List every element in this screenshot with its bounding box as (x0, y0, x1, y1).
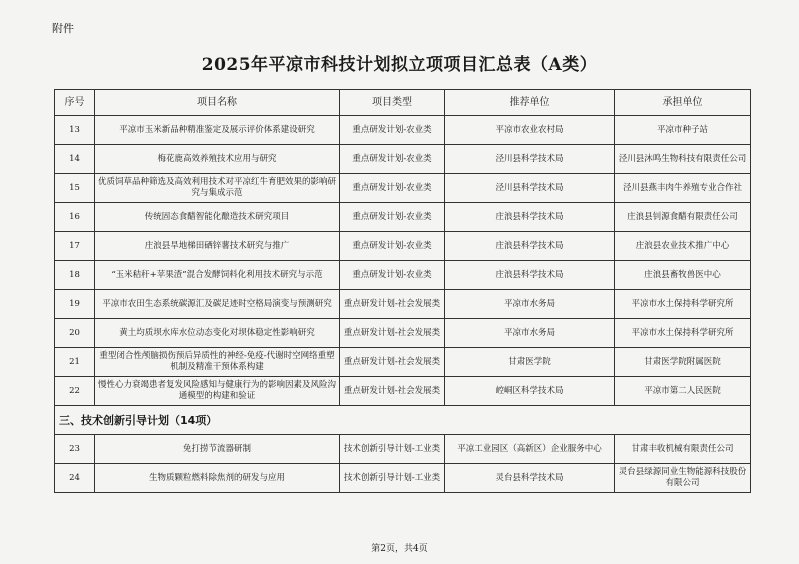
cell-number: 23 (55, 435, 95, 464)
cell-number: 21 (55, 348, 95, 377)
table-row (55, 174, 751, 203)
cell-project-type: 重点研发计划-农业类 (340, 145, 445, 174)
cell-number: 17 (55, 232, 95, 261)
cell-number: 15 (55, 174, 95, 203)
cell-project-name: 平凉市农田生态系统碳源汇及碳足迹时空格局演变与预测研究 (95, 290, 340, 319)
cell-project-name: 传统固态食醋智能化酿造技术研究项目 (95, 203, 340, 232)
cell-recommender: 庄浪县科学技术局 (445, 261, 615, 290)
column-header: 项目名称 (95, 90, 340, 116)
table-row (55, 145, 751, 174)
cell-project-name: 生物质颗粒燃料除焦剂的研发与应用 (95, 464, 340, 493)
cell-project-type: 技术创新引导计划-工业类 (340, 464, 445, 493)
column-header: 承担单位 (615, 90, 751, 116)
cell-project-type: 重点研发计划-社会发展类 (340, 377, 445, 406)
project-table (54, 89, 751, 493)
cell-project-name: 黄土均质坝水库水位动态变化对坝体稳定性影响研究 (95, 319, 340, 348)
cell-project-type: 重点研发计划-农业类 (340, 232, 445, 261)
cell-number: 19 (55, 290, 95, 319)
cell-project-type: 重点研发计划-社会发展类 (340, 290, 445, 319)
section-header: 三、技术创新引导计划（14项） (55, 406, 751, 435)
cell-recommender: 甘肃医学院 (445, 348, 615, 377)
cell-number: 20 (55, 319, 95, 348)
cell-recommender: 平凉市农业农村局 (445, 116, 615, 145)
cell-undertaker: 平凉市第二人民医院 (615, 377, 751, 406)
cell-number: 24 (55, 464, 95, 493)
cell-project-type: 重点研发计划-农业类 (340, 116, 445, 145)
section-row (55, 406, 751, 435)
table-row (55, 290, 751, 319)
cell-number: 13 (55, 116, 95, 145)
cell-undertaker: 甘肃医学院附属医院 (615, 348, 751, 377)
cell-project-name: 庄浪县旱地梯田硒锌薯技术研究与推广 (95, 232, 340, 261)
table-header-row (55, 90, 751, 116)
cell-recommender: 崆峒区科学技术局 (445, 377, 615, 406)
cell-recommender: 泾川县科学技术局 (445, 145, 615, 174)
cell-recommender: 平凉工业园区（高新区）企业服务中心 (445, 435, 615, 464)
table-row (55, 203, 751, 232)
cell-project-type: 重点研发计划-农业类 (340, 203, 445, 232)
cell-recommender: 泾川县科学技术局 (445, 174, 615, 203)
cell-project-type: 技术创新引导计划-工业类 (340, 435, 445, 464)
cell-number: 14 (55, 145, 95, 174)
cell-number: 16 (55, 203, 95, 232)
cell-project-type: 重点研发计划-社会发展类 (340, 348, 445, 377)
cell-project-type: 重点研发计划-农业类 (340, 261, 445, 290)
table-row (55, 261, 751, 290)
page-title: 2025年平凉市科技计划拟立项项目汇总表（A类） (201, 55, 598, 75)
cell-undertaker: 泾川县沐鸣生物科技有限责任公司 (615, 145, 751, 174)
attachment-label: 附件 (52, 22, 74, 35)
cell-recommender: 庄浪县科学技术局 (445, 232, 615, 261)
cell-undertaker: 泾川县燕丰肉牛养殖专业合作社 (615, 174, 751, 203)
cell-recommender: 平凉市水务局 (445, 290, 615, 319)
cell-undertaker: 平凉市水土保持科学研究所 (615, 319, 751, 348)
cell-project-name: 优质饲草品种筛选及高效利用技术对平凉红牛育肥效果的影响研究与集成示范 (95, 174, 340, 203)
column-header: 项目类型 (340, 90, 445, 116)
table-row (55, 377, 751, 406)
column-header: 序号 (55, 90, 95, 116)
table-row (55, 232, 751, 261)
cell-undertaker: 平凉市种子站 (615, 116, 751, 145)
table-row (55, 116, 751, 145)
column-header: 推荐单位 (445, 90, 615, 116)
table-row (55, 464, 751, 493)
cell-project-type: 重点研发计划-社会发展类 (340, 319, 445, 348)
cell-undertaker: 庄浪县畜牧兽医中心 (615, 261, 751, 290)
table-row (55, 348, 751, 377)
cell-undertaker: 平凉市水土保持科学研究所 (615, 290, 751, 319)
cell-project-name: 梅花鹿高效养殖技术应用与研究 (95, 145, 340, 174)
cell-project-name: 平凉市玉米新品种精准鉴定及展示评价体系建设研究 (95, 116, 340, 145)
cell-undertaker: 甘肃丰收机械有限责任公司 (615, 435, 751, 464)
table-row (55, 319, 751, 348)
cell-recommender: 平凉市水务局 (445, 319, 615, 348)
cell-number: 18 (55, 261, 95, 290)
cell-project-name: 免打捞节流器研制 (95, 435, 340, 464)
cell-undertaker: 灵台县绿源同业生物能源科技股份有限公司 (615, 464, 751, 493)
cell-recommender: 灵台县科学技术局 (445, 464, 615, 493)
cell-project-type: 重点研发计划-农业类 (340, 174, 445, 203)
cell-number: 22 (55, 377, 95, 406)
cell-undertaker: 庄浪县农业技术推广中心 (615, 232, 751, 261)
cell-project-name: 慢性心力衰竭患者复发风险感知与健康行为的影响因素及风险沟通模型的构建和验证 (95, 377, 340, 406)
page-footer: 第2页，共4页 (371, 544, 428, 554)
cell-recommender: 庄浪县科学技术局 (445, 203, 615, 232)
cell-project-name: “玉米秸秆+苹果渣”混合发酵饲料化利用技术研究与示范 (95, 261, 340, 290)
cell-project-name: 重型闭合性颅脑损伤预后异质性的神经-免疫-代谢时空网络重塑机制及精准干预体系构建 (95, 348, 340, 377)
table-row (55, 435, 751, 464)
cell-undertaker: 庄浪县钊源食醋有限责任公司 (615, 203, 751, 232)
